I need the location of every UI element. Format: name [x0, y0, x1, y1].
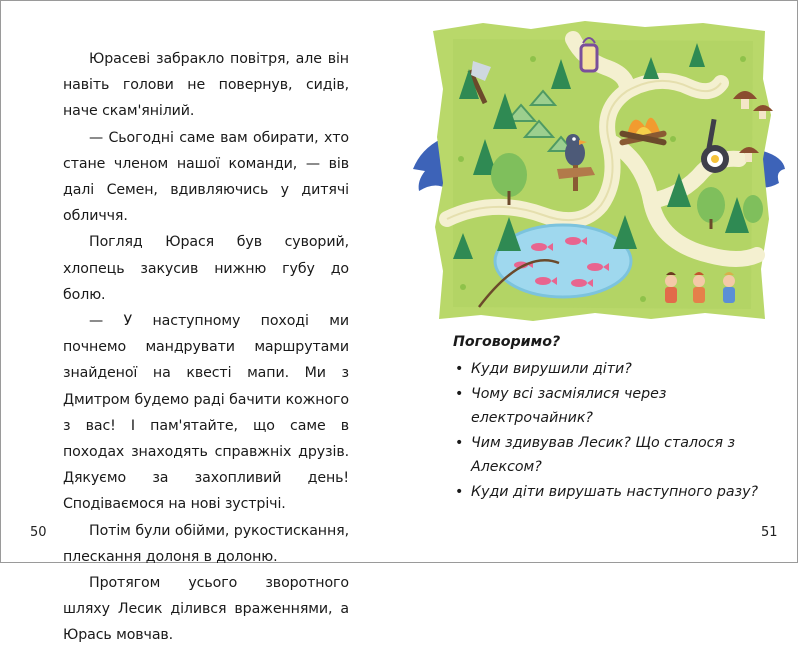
story-text [63, 46, 349, 649]
question-item: • Куди вирушили діти? [453, 357, 763, 382]
discussion-title: Поговоримо? [453, 334, 561, 350]
paragraph: Погляд Юрася був суворий, хлопець закусив нижню губу до болю. [63, 234, 349, 303]
paragraph: — У наступному поході ми почнемо мандрувати маршрутами знайденої на квесті мапи. Ми з Дмитром будемо раді бачити кожного з вас! І пам'ятайте, що саме в походах знаходять справжніх друзів. Дякуємо за захопливий день! Сподіваємося на нові зустрічі. [63, 313, 349, 513]
paragraph: Юрасеві забракло повітря, але він навіть голови не повернув, сидів, наче скам'янілий. [63, 51, 349, 120]
left-page [1, 1, 401, 644]
question-item: • Чим здивував Лесик? Що сталося з Алексом? [453, 431, 763, 480]
paragraph: Потім були обійми, рукостискання, плескання долоня в долоню. [63, 522, 349, 565]
discussion-section [453, 331, 763, 504]
paragraph: Протягом усього зворотного шляху Лесик ділився враженнями, а Юрась мовчав. [63, 575, 349, 644]
question-list [453, 357, 763, 504]
question-item: • Чому всі засміялися через електрочайник? [453, 382, 763, 431]
page-number: 50 [30, 525, 47, 540]
page-number: 51 [761, 525, 778, 540]
right-page [401, 1, 799, 564]
treasure-map-illustration [413, 19, 788, 324]
question-item: • Куди діти вирушать наступного разу? [453, 480, 763, 505]
paragraph: — Сьогодні саме вам обирати, хто стане членом нашої команди, — вів далі Семен, вдивляючись у дитячі обличчя. [63, 129, 349, 225]
